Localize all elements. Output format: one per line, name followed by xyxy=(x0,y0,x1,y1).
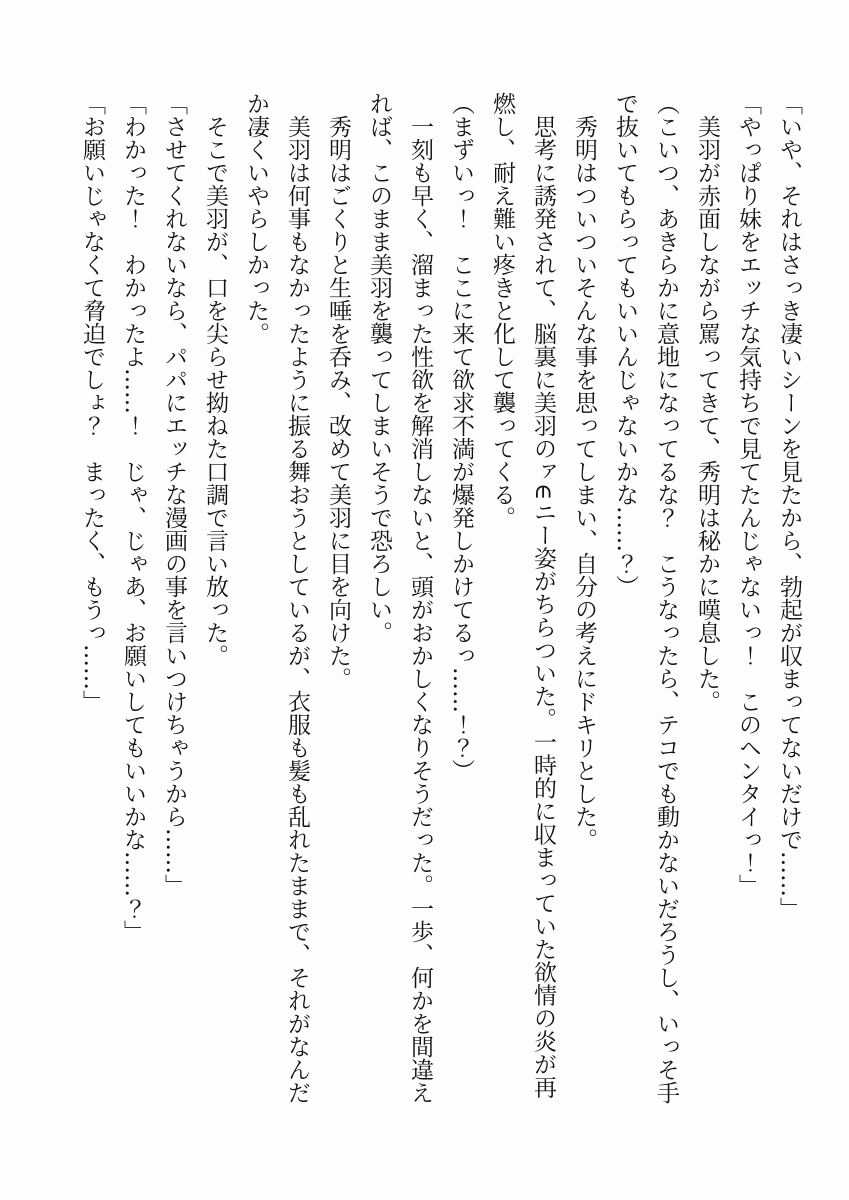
vertical-text-block xyxy=(71,92,809,1104)
narration-paragraph: 一刻も早く、溜まった性欲を解消しないと、頭がおかしくなりそうだった。一歩、何かを間違えれば、このまま美羽を襲ってしまいそうで恐ろしい。 xyxy=(366,92,433,1104)
narration-paragraph: そこで美羽が、口を尖らせ拗ねた口調で言い放った。 xyxy=(202,115,228,667)
dialogue-paragraph: 「わかった！ わかったよ……！ じゃ、じゃあ、お願いしてもいいかな……？」 xyxy=(120,92,146,943)
narration-paragraph: 美羽は何事もなかったように振る舞おうとしているが、衣服も髪も乱れたままで、それがなんだか凄くいやらしかった。 xyxy=(243,92,310,1104)
dialogue-paragraph: 「やっぱり妹をエッチな気持ちで見てたんじゃないっ！ このヘンタイっ！」 xyxy=(735,92,761,897)
dialogue-paragraph: 「お願いじゃなくて脅迫でしょ？ まったく、もうっ……」 xyxy=(79,92,105,713)
narration-paragraph: 思考に誘発されて、脳裏に美羽のァ∈ニー姿がちらついた。一時的に収まっていた欲情の炎が再燃し、耐え難い疼きと化して襲ってくる。 xyxy=(489,92,556,1099)
narration-paragraph: 美羽が赤面しながら罵ってきて、秀明は秘かに嘆息した。 xyxy=(694,115,720,713)
narration-paragraph: 秀明はついついそんな事を思ってしまい、自分の考えにドキリとした。 xyxy=(571,115,597,851)
thought-paragraph: （まずいっ！ ここに来て欲求不満が爆発しかけてるっ……！？） xyxy=(448,92,474,782)
narration-paragraph: 秀明はごくりと生唾を呑み、改めて美羽に目を向けた。 xyxy=(325,115,351,690)
dialogue-paragraph: 「いや、それはさっき凄いシーンを見たから、勃起が収まってないだけで……」 xyxy=(776,92,802,920)
dialogue-paragraph: 「させてくれないなら、パパにエッチな漫画の事を言いつけちゃうから……」 xyxy=(161,92,187,897)
thought-paragraph: （こいつ、あきらかに意地になってるな？ こうなったら、テコでも動かないだろうし、いっそ手で抜いてもらってもいいんじゃないかな……？） xyxy=(612,92,679,1104)
